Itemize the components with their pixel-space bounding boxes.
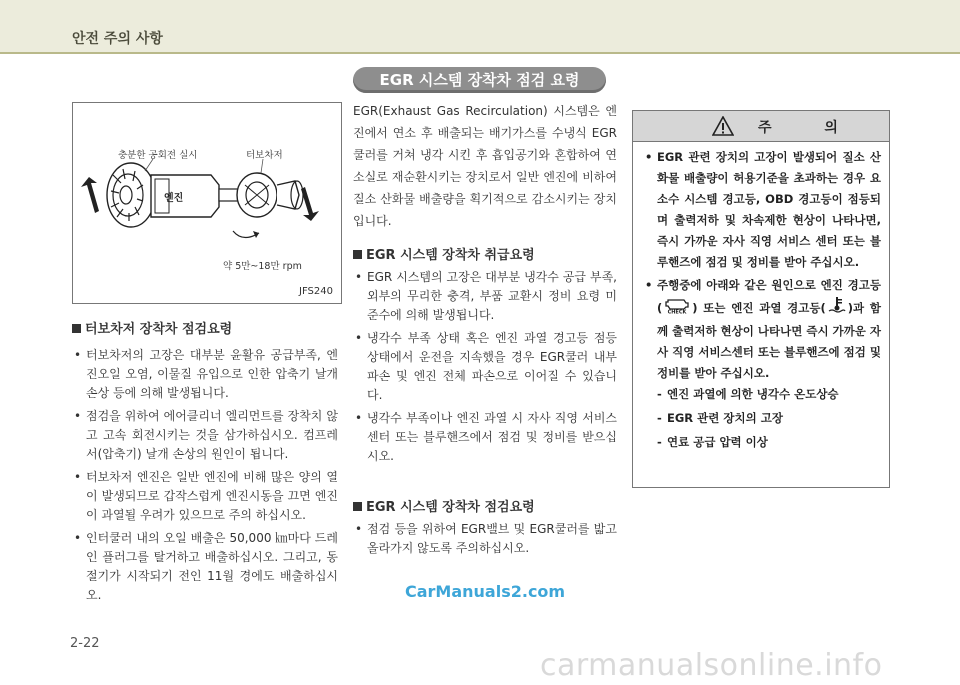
egr-inspection-title: EGR 시스템 장착차 점검요령 [353, 496, 535, 515]
egr-handling-bullets [353, 268, 617, 470]
list-item: • 냉각수 부족이나 엔진 과열 시 자사 직영 서비스센터 또는 블루핸즈에서 점검 및 정비를 받으십시오. [355, 411, 617, 463]
list-item: - 연료 공급 압력 이상 [657, 435, 768, 449]
caution-causes [657, 384, 881, 453]
list-item: • 냉각수 부족 상태 혹은 엔진 과열 경고등 점등 상태에서 운전을 지속했을 경우 EGR쿨러 내부 파손 및 엔진 전체 파손으로 이어질 수 있습니다. [355, 331, 617, 402]
bottom-watermark: carmanualsonline.info [540, 648, 883, 683]
figure-engine-label: 엔진 [164, 193, 184, 204]
egr-intro: EGR(Exhaust Gas Recirculation) 시스템은 엔진에서 연소 후 배출되는 배기가스를 수냉식 EGR 쿨러를 거쳐 냉각 시킨 후 흡입공기와 혼합하여 연소실로 재순환시키는 장치로서 일반 엔진에 비하여 질소 산화물 배출량을 획기적으로 감소시키는 장치 입니다. [353, 104, 617, 228]
engine-check-icon [664, 296, 690, 321]
intake-arrow-icon [81, 177, 99, 213]
caution-list [643, 147, 881, 456]
figure-caption-idle: 충분한 공회전 실시 [118, 150, 198, 161]
egr-inspection-bullets [353, 520, 617, 562]
list-item: - EGR 관련 장치의 고장 [657, 411, 783, 425]
svg-text:CHECK: CHECK [667, 309, 687, 314]
warning-triangle-icon [712, 116, 734, 136]
turbo-bullets [72, 346, 338, 609]
figure-caption-turbo: 터보차저 [246, 150, 283, 161]
list-item: • EGR 관련 장치의 고장이 발생되어 질소 산화물 배출량이 허용기준을 초과하는 경우 요소수 시스템 경고등, OBD 경고등이 점등되며 출력저하 및 차속제한 현상이 나타나면, 즉시 가까운 자사 직영 서비스 센터 또는 블루핸즈에 점검 및 정비를 받아 주십시오. [645, 150, 881, 269]
list-item: • EGR 시스템의 고장은 대부분 냉각수 공급 부족, 외부의 무리한 충격, 부품 교환시 정비 요령 미 준수에 의해 발생됩니다. [355, 270, 617, 322]
list-item: • 주행중에 아래와 같은 원인으로 엔진 경고등( CHECK ) 또는 엔진 과열 경고등( )과 함께 출력저하 현상이 나타나면 즉시 가까운 자사 직영 서비스센터 또는 블루핸즈에 점검 및 정비를 받아 주십시오. - 엔진 과열에 의한 냉각수 온도상승 - EGR 관련 장치의 고장 - 연료 공급 압력 이상 [643, 275, 881, 453]
list-item: • 터보차저의 고장은 대부분 윤활유 공급부족, 엔진오일 오염, 이물질 유입으로 인한 압축기 날개 손상 등에 의해 발생됩니다. [74, 348, 338, 400]
square-bullet-icon [72, 324, 81, 333]
figure-rpm-label: 약 5만~18만 rpm [223, 261, 302, 272]
page-number: 2-22 [70, 636, 100, 651]
figure-code: JFS240 [299, 286, 333, 297]
list-item: • 인터쿨러 내의 오일 배출은 50,000 ㎞마다 드레인 플러그를 탈거하고 배출하십시오. 그리고, 동절기가 시작되기 전인 11월 경에도 배출하십시오. [74, 531, 338, 602]
caution-title: 주 의 [758, 120, 862, 136]
coolant-temp-icon [828, 296, 846, 321]
page-header-title: 안전 주의 사항 [72, 31, 163, 47]
turbo-illustration [73, 103, 341, 303]
turbo-figure [72, 102, 342, 304]
egr-handling-title: EGR 시스템 장착차 취급요령 [353, 244, 535, 263]
square-bullet-icon [353, 250, 362, 259]
list-item: • 점검을 위하여 에어클리너 엘리먼트를 장착치 않고 고속 회전시키는 것을 삼가하십시오. 컴프레서(압축기) 날개 손상의 원인이 됩니다. [74, 409, 338, 461]
turbo-section-title: 터보차저 장착차 점검요령 [72, 318, 232, 337]
list-item: • 점검 등을 위하여 EGR밸브 및 EGR쿨러를 밟고 올라가지 않도록 주의하십시오. [355, 522, 617, 555]
caution-box [632, 110, 890, 488]
header-rule [0, 52, 960, 54]
rotation-arrow-icon [253, 231, 259, 238]
site-watermark: CarManuals2.com [405, 582, 566, 601]
caution-header [633, 111, 889, 142]
list-item: - 엔진 과열에 의한 냉각수 온도상승 [657, 387, 839, 401]
square-bullet-icon [353, 502, 362, 511]
egr-main-title: EGR 시스템 장착차 점검 요령 [353, 67, 606, 93]
list-item: • 터보차저 엔진은 일반 엔진에 비해 많은 양의 열이 발생되므로 갑작스럽게 엔진시동을 끄면 엔진이 과열될 우려가 있으므로 주의 하십시오. [74, 470, 338, 522]
exhaust-arrow-icon [301, 187, 319, 221]
